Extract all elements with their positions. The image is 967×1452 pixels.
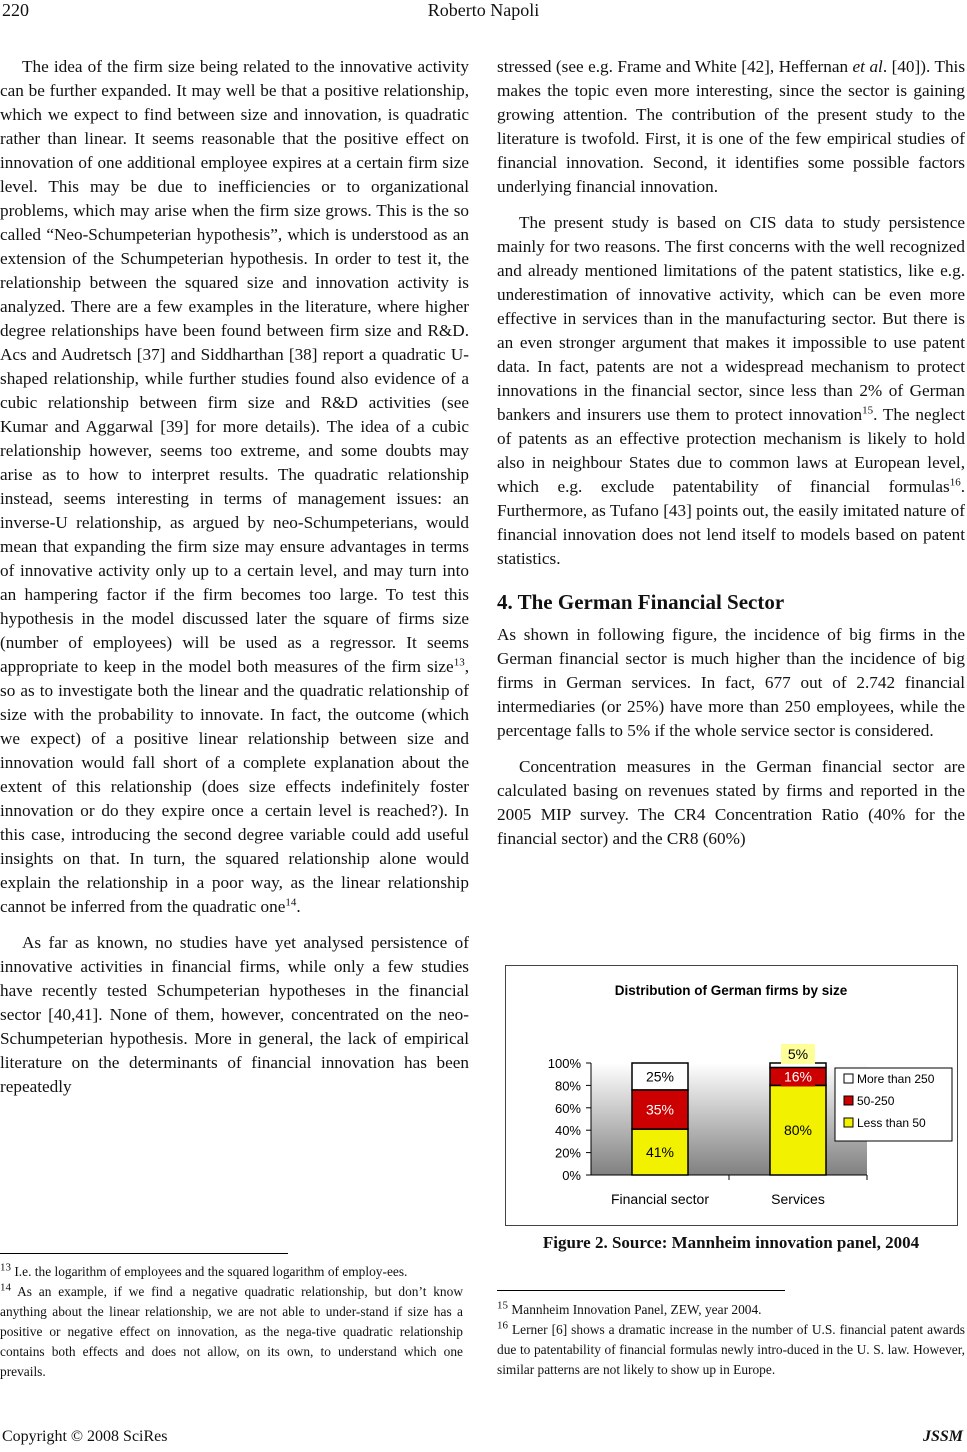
left-column: [0, 55, 469, 1111]
legend-label: More than 250: [857, 1072, 935, 1086]
page-number: 220: [2, 0, 29, 20]
footnote-ref[interactable]: 15: [862, 404, 874, 417]
y-tick-label: 60%: [554, 1100, 581, 1116]
section-heading: 4. The German Financial Sector: [497, 590, 785, 614]
data-label: 35%: [645, 1101, 675, 1118]
y-tick-label: 100%: [547, 1056, 581, 1071]
y-tick-label: 40%: [554, 1123, 581, 1139]
y-tick-label: 20%: [554, 1145, 581, 1161]
paragraph: stressed (see e.g. Frame and White [42], Heffernan et al. [40]). This makes the topic even more interesting, since the sector is gaining growing attention. The contribution of the present study to the literature is twofold. First, it is one of the few empirical studies of financial innovation. Second, it identifies some possible factors underlying financial innovation.: [497, 57, 966, 196]
footnotes-right: [497, 1300, 965, 1380]
paragraph: As shown in following figure, the incidence of big firms in the German financial sector is much higher than the incidence of big firms in German services. In fact, 677 out of 2.742 financial intermediaries (or 25%) have more than 250 employees, while the percentage falls to 5% if the whole service sector is considered.: [497, 625, 965, 740]
page-header: [0, 0, 967, 24]
right-column: [497, 55, 965, 863]
footnote-ref[interactable]: 14: [285, 896, 297, 909]
stacked-bar-chart: [506, 966, 957, 1225]
footnote-ref[interactable]: 16: [949, 476, 961, 489]
figure-caption: Figure 2. Source: Mannheim innovation panel, 2004: [542, 1233, 920, 1252]
legend-swatch: [844, 1118, 853, 1127]
data-label: 25%: [645, 1068, 675, 1085]
copyright: Copyright © 2008 SciRes: [2, 1428, 168, 1445]
footnote: $^{13}$ I.e. the logarithm of employees and the squared logarithm of employ-ees.: [0, 1261, 408, 1279]
data-label: 5%: [787, 1046, 809, 1062]
paragraph: The idea of the firm size being related to the innovative activity can be further expanded. It may well be that a positive relationship, which we expect to find between size and innovation, is quadratic rather than linear. It seems reasonable that the positive effect on innovation of one additional employee expires at a certain firm size level. This may be due to inefficiencies or to organizational problems, which may arise when the firm size grows. This is the so called “Neo-Schumpeterian hypothesis”, which is understood as an extension of the Schumpeterian hypothesis. In order to test it, the relationship between the squared size and innovation activity is analyzed. There are a few examples in the literature, where higher degree relationships have been found between firm size and R&D. Acs and Audretsch [37] and Siddharthan [38] report a quadratic U-shaped relationship, while further studies found also evidence of a cubic relationship between firm size and R&D activities (see Kumar and Aggarwal [39] for more details). The idea of a cubic relationship however, seems too extreme, and some doubts may arise as to how to interpret results. The quadratic relationship instead, seems interesting in terms of management issues: an inverse-U relationship, as argued by neo-Schumpeterians, would mean that expanding the firm size may ensure advantages in terms of innovative activity only up to a certain level, and may turn into an hampering factor if the firm becomes too large. To test this hypothesis in the model discussed later the square of firms size (number of employees) will be used as a regressor. It seems appropriate to keep in the model both measures of the firm size$^{13}$, so as to investigate both the linear and the quadratic relationship of size with the probability to innovate. In fact, the outcome (which we expect) of a positive linear relationship between size and innovation would fall short of a complete explanation about the extent of this relationship (does size effects indefinitely foster innovation or do they expire once a certain level is reached?). In this case, introducing the second degree variable could add useful insights on that. In turn, the squared relationship alone would explain the relationship in a poor way, as the linear relationship cannot be inferred from the quadratic one$^{14}$.: [0, 57, 469, 916]
paragraph: As far as known, no studies have yet analysed persistence of innovative activities in financial firms, while only a few studies have recently tested Schumpeterian hypotheses in the financial sector [40,41]. None of them, however, concentrated on the neo-Schumpeterian hypothesis. More in general, the lack of empirical literature on the determinants of financial innovation has been repeatedly: [0, 933, 469, 1096]
data-label: 41%: [645, 1144, 675, 1161]
x-tick-label: Financial sector: [610, 1191, 710, 1207]
y-tick-label: 80%: [554, 1078, 581, 1094]
x-tick-label: Services: [771, 1191, 825, 1207]
data-label: 80%: [783, 1122, 813, 1139]
legend-swatch: [844, 1096, 853, 1105]
paragraph: The present study is based on CIS data to study persistence mainly for two reasons. The first concerns with the well recognized and already mentioned limitations of the patent statistics, like e.g. underestimation of innovative activity, which can be even more effective in services than in the manufacturing sector. But there is an even stronger argument that makes it impossible to use patent data. In fact, patents are not a widespread mechanism to protect innovations in the financial sector, since less than 2% of German bankers and insurers use them to protect innovation$^{15}$. The neglect of patents as an effective protection mechanism is likely to hold also in neighbour States due to common laws at European level, which e.g. exclude patentability of financial formulas$^{16}$. Furthermore, as Tufano [43] points out, the easily imitated nature of financial innovation does not lend itself to models based on patent statistics.: [497, 213, 965, 568]
legend-label: 50-250: [857, 1094, 895, 1108]
legend-swatch: [844, 1074, 853, 1083]
figure-chart: [505, 965, 958, 1226]
footnotes-left: [0, 1262, 463, 1382]
legend-label: Less than 50: [857, 1116, 926, 1130]
journal-name: JSSM: [922, 1428, 963, 1445]
footnote-ref[interactable]: 13: [453, 656, 465, 669]
paragraph: Concentration measures in the German financial sector are calculated basing on revenues stated by firms and reported in the 2005 MIP survey. The CR4 Concentration Ratio (40% for the financial sector) and the CR8 (60%): [497, 757, 965, 848]
chart-title: Distribution of German firms by size: [614, 983, 848, 998]
footnote-divider: [497, 1290, 785, 1291]
footnote: $^{15}$ Mannheim Innovation Panel, ZEW, year 2004.: [497, 1299, 762, 1317]
footnote: $^{14}$ As an example, if we find a negative quadratic relationship, but don’t know anything about the linear relationship, we are not able to under-stand if size has a positive or negative effect on innovation, as the nega-tive quadratic relationship contains both effects and does not allow, on its own, to understand which one prevails.: [0, 1281, 463, 1379]
footnote-divider: [0, 1253, 288, 1254]
data-label: 16%: [783, 1068, 813, 1085]
y-tick-label: 0%: [562, 1168, 581, 1183]
running-author: Roberto Napoli: [427, 0, 540, 20]
footnote: $^{16}$ Lerner [6] shows a dramatic increase in the number of U.S. financial patent awards due to patentability of financial formulas newly intro-duced in the U. S. law. However, similar patterns are not likely to show up in Europe.: [497, 1319, 965, 1377]
